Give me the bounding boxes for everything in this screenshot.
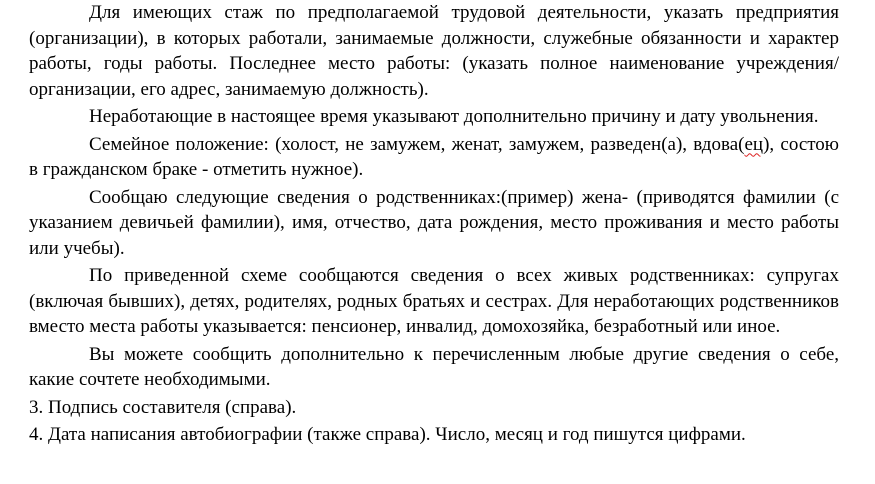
marital-status-text-end: ), состою в гражданском браке - отметить нужное).: [29, 133, 839, 180]
paragraph-relatives-info: Сообщаю следующие сведения о родственниках:(пример) жена- (приводятся фамилии (с указанием девичьей фамилии), имя, отчество, дата рождения, место проживания и место работы или учебы).: [29, 186, 839, 259]
spellcheck-marked-word: ец: [744, 133, 764, 155]
document-body: [29, 0, 839, 448]
paragraph-marital-status: [29, 132, 839, 183]
paragraph-relatives-scheme: По приведенной схеме сообщаются сведения о всех живых родственниках: супругах (включая бывших), детях, родителях, родных братьях и сестрах. Для неработающих родственников вместо места работы указывается: пенсионер, инвалид, домохозяйка, безработный или иное.: [29, 265, 839, 337]
paragraph-additional-info: Вы можете сообщить дополнительно к перечисленным любые другие сведения о себе, какие сочтете необходимыми.: [29, 343, 839, 390]
paragraph-unemployed: Неработающие в настоящее время указывают дополнительно причину и дату увольнения.: [89, 106, 819, 127]
list-item-signature: 3. Подпись составителя (справа).: [29, 396, 297, 418]
list-item-date: 4. Дата написания автобиографии (также справа). Число, месяц и год пишутся цифрами.: [29, 424, 746, 445]
marital-status-text-start: Семейное положение: (холост, не замужем, женат, замужем, разведен(а), вдова(: [89, 133, 745, 155]
paragraph-work-experience: Для имеющих стаж по предполагаемой трудовой деятельности, указать предприятия (организации), в которых работали, занимаемые должности, служебные обязанности и характер работы, годы работы. Последнее место работы: (указать полное наименование учреждения/организации, его адрес, занимаемую должность).: [29, 2, 839, 100]
